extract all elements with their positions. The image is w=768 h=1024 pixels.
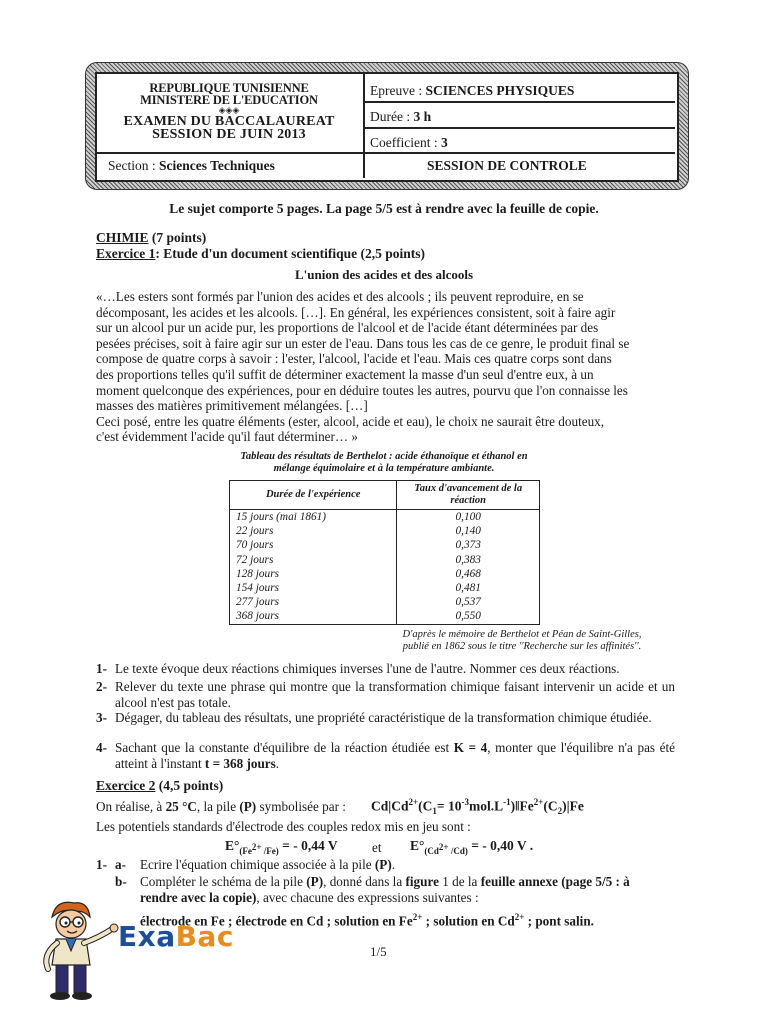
duree-cell: Durée : 3 h bbox=[370, 109, 432, 124]
coefficient-cell: Coefficient : 3 bbox=[370, 135, 448, 150]
header-divider-2 bbox=[365, 127, 675, 129]
epreuve-value: SCIENCES PHYSIQUES bbox=[425, 83, 575, 98]
question-number: 1- bbox=[96, 857, 107, 872]
exercise-2-heading: Exercice 2 (4,5 points) bbox=[96, 778, 224, 793]
table-row: 128 jours 0,468 bbox=[230, 567, 540, 581]
question-number: 3- bbox=[96, 710, 107, 725]
duree-value: 3 h bbox=[413, 109, 432, 124]
header-institution bbox=[95, 72, 363, 152]
document-title: L'union des acides et des alcools bbox=[294, 267, 474, 282]
column-header-duration: Durée de l'expérience bbox=[230, 481, 397, 510]
results-table bbox=[229, 480, 540, 625]
column-header-rate: Taux d'avancement de la réaction bbox=[397, 481, 540, 510]
expressions-list: électrode en Fe ; électrode en Cd ; solution en $Fe^{2+}$ ; solution en $Cd^{2+}$ ; pont salin. bbox=[140, 912, 594, 929]
logo-bac: Bac bbox=[175, 920, 234, 953]
ornament: ◈◈◈ bbox=[218, 105, 240, 115]
subquestion-b-text: Compléter le schéma de la pile (P), donné dans la figure 1 de la feuille annexe (page 5/5 : à rendre avec la copie), avec chacune des expressions suivantes : bbox=[140, 874, 630, 905]
quote-line: compose de quatre corps à savoir : l'ester, l'alcool, l'acide et l'eau. Mais ces quatre corps sont dans bbox=[96, 351, 612, 367]
quote-line: des proportions telles qu'il suffit de déterminer exactement la masse d'un seul d'entre eux, à un bbox=[96, 366, 594, 382]
table-row: 368 jours 0,550 bbox=[230, 609, 540, 624]
section-value: Sciences Techniques bbox=[159, 158, 275, 173]
potential-fe: $E^\circ_{(Fe^{2+} /Fe)}$ = - 0,44 V bbox=[225, 838, 338, 856]
question-number: 1- bbox=[96, 661, 107, 676]
quote-line: «…Les esters sont formés par l'union des acides et des alcools ; ils peuvent reproduire, en se bbox=[96, 289, 584, 304]
standard-potentials-intro: Les potentiels standards d'électrode des couples redox mis en jeu sont : bbox=[96, 819, 471, 834]
epreuve-cell: Epreuve : SCIENCES PHYSIQUES bbox=[370, 83, 575, 98]
exam-title: EXAMEN DU BACCALAUREAT bbox=[123, 114, 335, 129]
and-label: et bbox=[372, 840, 382, 855]
table-row: 72 jours 0,383 bbox=[230, 553, 540, 567]
question-number: 2- bbox=[96, 679, 107, 694]
quote-line: décomposant, les acides et les alcools. […]. En général, les expériences consistent, soit à faire agir bbox=[96, 304, 616, 320]
table-header-row bbox=[230, 481, 540, 510]
quote-line: Ceci posé, entre les quatre éléments (ester, alcool, acide et eau), le choix ne saurait être douteux, bbox=[96, 413, 605, 429]
exabac-logo bbox=[118, 920, 234, 953]
section-cell: Section : Sciences Techniques bbox=[108, 158, 275, 173]
question-number: 4- bbox=[96, 740, 107, 755]
table-row: 70 jours 0,373 bbox=[230, 538, 540, 552]
subquestion-label: b- bbox=[115, 874, 127, 889]
document-quote bbox=[96, 289, 674, 445]
quote-line: moment quelconque des expériences, pour en déduire toutes les autres, pourvu que l'on connaisse les bbox=[96, 382, 628, 398]
coefficient-value: 3 bbox=[440, 135, 448, 150]
table-row: 277 jours 0,537 bbox=[230, 595, 540, 609]
table-row: 154 jours 0,481 bbox=[230, 581, 540, 595]
pile-description: On réalise, à 25 °C, la pile (P) symbolisée par : bbox=[96, 799, 346, 814]
chimie-heading: CHIMIE (7 points) bbox=[96, 230, 207, 245]
table-source: D'après le mémoire de Berthelot et Péan de Saint-Gilles, publié en 1862 sous le titre ''Recherche sur les affinités''. bbox=[402, 629, 642, 652]
exercise-1-heading: Exercice 1: Etude d'un document scientifique (2,5 points) bbox=[96, 246, 426, 261]
question-text: Sachant que la constante d'équilibre de la réaction étudiée est K = 4, monter que l'équilibre n'a pas été atteint à l'instant t = 368 jours. bbox=[115, 740, 675, 771]
quote-line: c'est évidemment l'acide qu'il faut déterminer… » bbox=[96, 429, 358, 445]
question-text: Le texte évoque deux réactions chimiques inverses l'une de l'autre. Nommer ces deux réactions. bbox=[115, 661, 620, 676]
page-number: 1/5 bbox=[370, 944, 387, 959]
ministry-label: MINISTERE DE L'EDUCATION bbox=[140, 93, 318, 107]
intro-line: Le sujet comporte 5 pages. La page 5/5 est à rendre avec la feuille de copie. bbox=[169, 201, 599, 216]
subquestion-a-text: Ecrire l'équation chimique associée à la pile (P). bbox=[140, 857, 396, 872]
cell-notation: $Cd|Cd^{2+}(C_1=$ $10^{-3}mol.L^{-1})‖Fe^{2+}(C_2)|Fe$ bbox=[371, 797, 584, 817]
quote-line: masses des matières primitivement mélangées. […] bbox=[96, 398, 368, 414]
table-row: 22 jours 0,140 bbox=[230, 524, 540, 538]
header-divider-1 bbox=[365, 101, 675, 103]
header-divider-vertical bbox=[363, 72, 365, 178]
quote-line: sur un alcool pur un acide pur, les proportions de l'alcool et de l'acide étant déterminées par des bbox=[96, 320, 599, 336]
republic-label: REPUBLIQUE TUNISIENNE bbox=[149, 81, 309, 95]
subquestion-label: a- bbox=[115, 857, 126, 872]
potential-cd: $E^\circ_{(Cd^{2+} /Cd)}$ = - 0,40 V . bbox=[410, 838, 534, 856]
header-divider-3 bbox=[95, 152, 675, 154]
question-text: Dégager, du tableau des résultats, une propriété caractéristique de la transformation chimique étudiée. bbox=[115, 710, 652, 725]
session-year: SESSION DE JUIN 2013 bbox=[152, 127, 306, 142]
table-caption: Tableau des résultats de Berthelot : acide éthanoïque et éthanol en mélange équimolaire et à la température ambiante. bbox=[240, 451, 528, 474]
question-text: Relever du texte une phrase qui montre que la transformation chimique faisant intervenir un acide et un alcool n'est pas totale. bbox=[115, 679, 675, 710]
mascot-illustration bbox=[30, 895, 120, 1003]
table-row: 15 jours (mai 1861) 0,100 bbox=[230, 510, 540, 525]
session-type: SESSION DE CONTROLE bbox=[427, 158, 587, 173]
quote-line: pesées précises, soit à faire agir sur un ester de l'eau. Dans tous les cas de ce genre, le produit final se bbox=[96, 335, 630, 351]
logo-exa: Exa bbox=[118, 920, 176, 953]
